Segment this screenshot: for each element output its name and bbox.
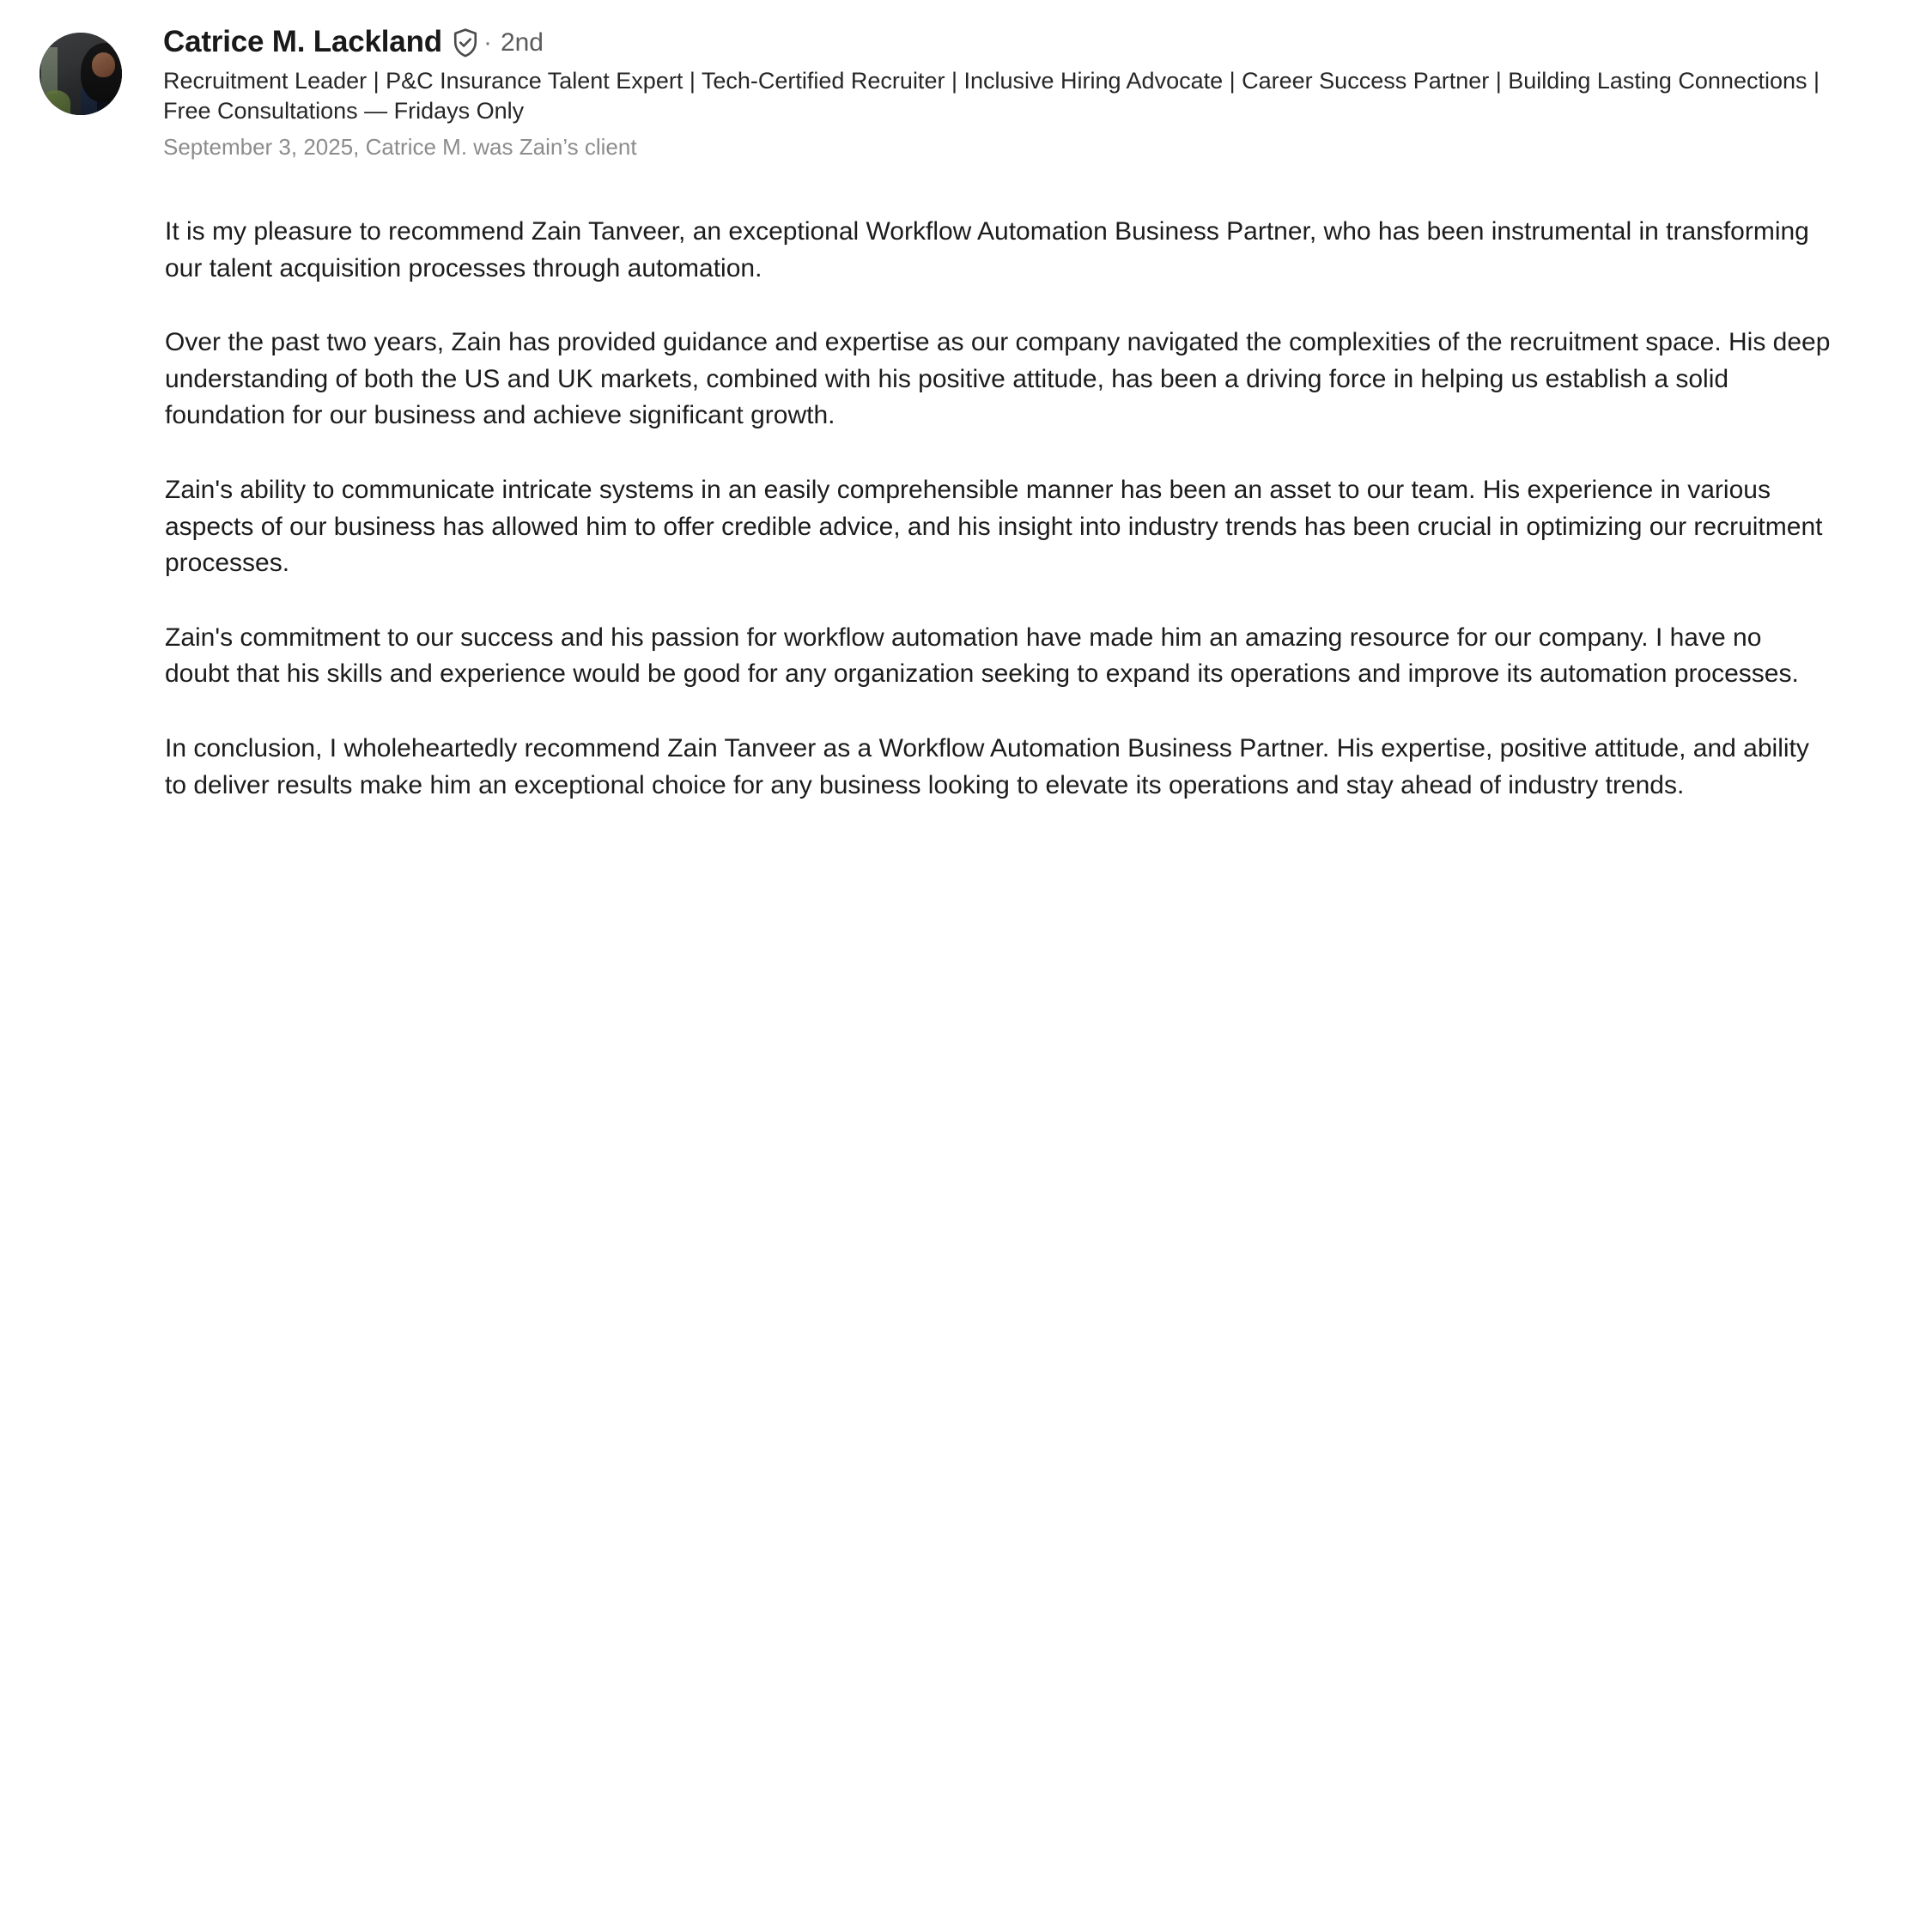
- connection-degree: 2nd: [500, 27, 544, 57]
- profile-headline: Recruitment Leader | P&C Insurance Talent Expert | Tech-Certified Recruiter | Inclusive Hiring Advocate | Career Success Partner | Building Lasting Connections | Free Consultations — Fridays Only: [163, 67, 1820, 125]
- recommendation-paragraph: It is my pleasure to recommend Zain Tanveer, an exceptional Workflow Automation Business Partner, who has been instrumental in transforming our talent acquisition processes through automation.: [165, 217, 1809, 283]
- avatar-person-face: [92, 52, 115, 77]
- profile-name[interactable]: Catrice M. Lackland: [163, 25, 442, 58]
- recommendation-paragraph: Over the past two years, Zain has provided guidance and expertise as our company navigated the complexities of the recruitment space. His deep understanding of both the US and UK markets, combined with his positive attitude, has been a driving force in helping us establish a solid foundation for our business and achieve significant growth.: [165, 328, 1831, 430]
- recommendation-date-relationship: September 3, 2025, Catrice M. was Zain’s client: [163, 134, 637, 161]
- avatar-photo: [39, 33, 122, 115]
- degree-separator: ·: [483, 27, 492, 57]
- recommendation-paragraph: Zain's ability to communicate intricate systems in an easily comprehensible manner has been an asset to our team. His experience in various aspects of our business has allowed him to offer credible advice, and his insight into industry trends has been crucial in optimizing our recruitment processes.: [165, 476, 1823, 578]
- profile-header: [38, 26, 1880, 162]
- profile-name-row: [163, 26, 1880, 59]
- recommendation-paragraph: In conclusion, I wholeheartedly recommend Zain Tanveer as a Workflow Automation Business Partner. His expertise, positive attitude, and ability to deliver results make him an exceptional choice for any business looking to elevate its operations and stay ahead of industry trends.: [165, 734, 1809, 799]
- profile-header-text: [122, 26, 1880, 162]
- verified-shield-icon[interactable]: [453, 28, 478, 58]
- avatar[interactable]: [39, 33, 122, 115]
- recommendation-paragraph: Zain's commitment to our success and his passion for workflow automation have made him an amazing resource for our company. I have no doubt that his skills and experience would be good for any organization seeking to expand its operations and improve its automation processes.: [165, 623, 1799, 689]
- avatar-background-wall: [41, 47, 58, 94]
- recommendation-text: [38, 214, 1831, 804]
- avatar-background-foliage: [43, 90, 71, 115]
